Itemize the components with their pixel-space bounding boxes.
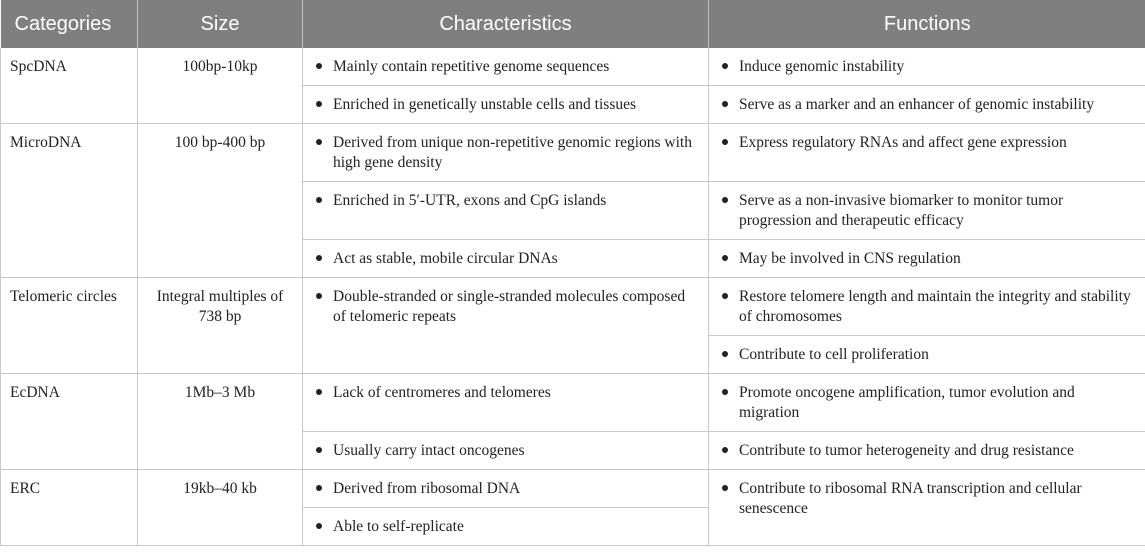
characteristic-cell: Double-stranded or single-stranded molecules composed of telomeric repeats <box>303 278 709 374</box>
table-row <box>1 48 1145 86</box>
function-cell: Serve as a marker and an enhancer of genomic instability <box>709 86 1145 124</box>
function-cell: Contribute to ribosomal RNA transcription and cellular senescence <box>709 470 1145 546</box>
header-categories: Categories <box>1 0 138 48</box>
function-cell: May be involved in CNS regulation <box>709 240 1145 278</box>
size-cell: 1Mb–3 Mb <box>138 374 303 470</box>
characteristic-cell: Derived from ribosomal DNA <box>303 470 709 508</box>
function-cell: Restore telomere length and maintain the integrity and stability of chromosomes <box>709 278 1145 336</box>
category-cell: EcDNA <box>1 374 138 470</box>
characteristic-cell: Able to self-replicate <box>303 508 709 546</box>
function-cell: Promote oncogene amplification, tumor evolution and migration <box>709 374 1145 432</box>
function-cell: Induce genomic instability <box>709 48 1145 86</box>
category-cell: ERC <box>1 470 138 546</box>
category-cell: MicroDNA <box>1 124 138 278</box>
characteristic-cell: Derived from unique non-repetitive genomic regions with high gene density <box>303 124 709 182</box>
function-cell: Serve as a non-invasive biomarker to monitor tumor progression and therapeutic efficacy <box>709 182 1145 240</box>
characteristic-cell: Mainly contain repetitive genome sequences <box>303 48 709 86</box>
table-row <box>1 374 1145 432</box>
function-cell: Contribute to cell proliferation <box>709 336 1145 374</box>
category-cell: SpcDNA <box>1 48 138 124</box>
characteristic-cell: Act as stable, mobile circular DNAs <box>303 240 709 278</box>
header-functions: Functions <box>709 0 1145 48</box>
table-row <box>1 124 1145 182</box>
size-cell: 100bp-10kp <box>138 48 303 124</box>
characteristic-cell: Enriched in 5′-UTR, exons and CpG islands <box>303 182 709 240</box>
characteristic-cell: Enriched in genetically unstable cells and tissues <box>303 86 709 124</box>
header-characteristics: Characteristics <box>303 0 709 48</box>
function-cell: Contribute to tumor heterogeneity and drug resistance <box>709 432 1145 470</box>
table-row <box>1 470 1145 508</box>
size-cell: Integral multiples of 738 bp <box>138 278 303 374</box>
size-cell: 100 bp-400 bp <box>138 124 303 278</box>
characteristic-cell: Lack of centromeres and telomeres <box>303 374 709 432</box>
size-cell: 19kb–40 kb <box>138 470 303 546</box>
function-cell: Express regulatory RNAs and affect gene expression <box>709 124 1145 182</box>
table-row <box>1 278 1145 336</box>
header-size: Size <box>138 0 303 48</box>
category-cell: Telomeric circles <box>1 278 138 374</box>
characteristic-cell: Usually carry intact oncogenes <box>303 432 709 470</box>
header-row <box>1 0 1145 48</box>
